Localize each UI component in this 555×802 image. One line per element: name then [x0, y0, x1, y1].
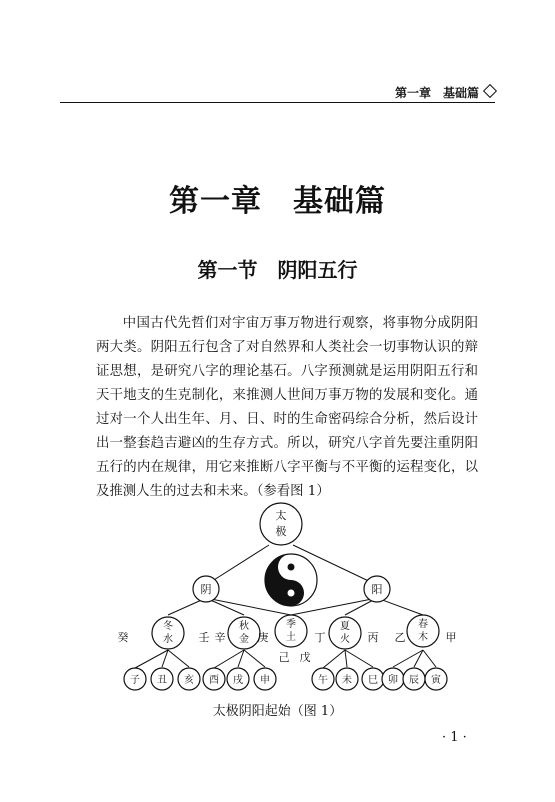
- stem-label: 己: [278, 651, 290, 664]
- branch-label: 辰: [409, 675, 419, 686]
- stem-label: 辛: [214, 631, 226, 644]
- season-char: 秋: [239, 621, 249, 632]
- season-node-late-earth: [275, 615, 307, 647]
- running-head-text: 第一章 基础篇: [394, 86, 479, 100]
- branch-label: 卯: [388, 675, 398, 686]
- running-head: [60, 84, 495, 103]
- branch-label: 巳: [368, 675, 378, 686]
- body-paragraph: 中国古代先哲们对宇宙万事万物进行观察，将事物分成阴阳两大类。阴阳五行包含了对自然界和人类社会一切事物认识的辩证思想，是研究八字的理论基石。八字预测就是运用阴阳五行和天干地支的生克制化，来推测人世间万事万物的发展和变化。通过对一个人出生年、月、日、时的生命密码综合分析，然后设计出一整套趋吉避凶的生存方式。所以，研究八字首先要注重阴阳五行的内在规律，用它来推断八字平衡与不平衡的运程变化，以及推测人生的过去和未来。（参看图 1）: [96, 316, 478, 499]
- stem-label: 甲: [445, 631, 457, 644]
- stem-label: 癸: [117, 631, 129, 644]
- element-char: 火: [340, 634, 350, 645]
- season-char: 夏: [340, 621, 350, 632]
- section-title: 第一节 阴阳五行: [197, 258, 358, 282]
- diamond-icon: [483, 84, 497, 98]
- season-char: 春: [418, 619, 428, 630]
- branch-label: 午: [318, 675, 328, 686]
- stem-label: 戊: [299, 651, 311, 664]
- branch-label: 未: [342, 675, 352, 686]
- yinyang-icon: [265, 554, 317, 606]
- yang-node: [364, 576, 390, 602]
- branch-label: 亥: [184, 675, 194, 686]
- season-node-spring-wood: [407, 615, 439, 647]
- earthly-branches: [124, 668, 447, 690]
- branch-label: 丑: [157, 675, 167, 686]
- stem-label: 丁: [314, 631, 326, 644]
- yin-node: [193, 576, 219, 602]
- season-node-autumn-metal: [228, 617, 260, 649]
- figure-caption: 太极阴阳起始（图 1）: [212, 704, 343, 719]
- season-node-winter-water: [152, 617, 184, 649]
- season-char: 季: [286, 619, 296, 630]
- yang-label: 阳: [371, 583, 383, 596]
- branch-label: 子: [130, 675, 140, 686]
- season-char: 冬: [163, 621, 173, 632]
- branch-label: 寅: [431, 675, 441, 686]
- stem-label: 壬: [198, 631, 210, 644]
- taiji-yinyang-diagram: [105, 495, 457, 695]
- taiji-node: [260, 503, 302, 545]
- yin-label: 阴: [200, 583, 212, 596]
- stem-label: 丙: [367, 631, 379, 644]
- element-char: 金: [239, 634, 249, 645]
- stem-label: 庚: [257, 631, 269, 644]
- chapter-title: 第一章 基础篇: [169, 184, 386, 219]
- taiji-char-1: 太: [275, 509, 287, 522]
- taiji-char-2: 极: [275, 525, 287, 538]
- season-node-summer-fire: [329, 617, 361, 649]
- page-number: · 1 ·: [442, 730, 467, 745]
- element-char: 水: [163, 634, 173, 645]
- branch-label: 戌: [233, 675, 243, 686]
- stem-label: 乙: [394, 631, 406, 644]
- branch-label: 申: [260, 675, 270, 686]
- element-char: 木: [418, 632, 428, 643]
- element-char: 土: [286, 632, 296, 643]
- branch-label: 酉: [209, 675, 219, 686]
